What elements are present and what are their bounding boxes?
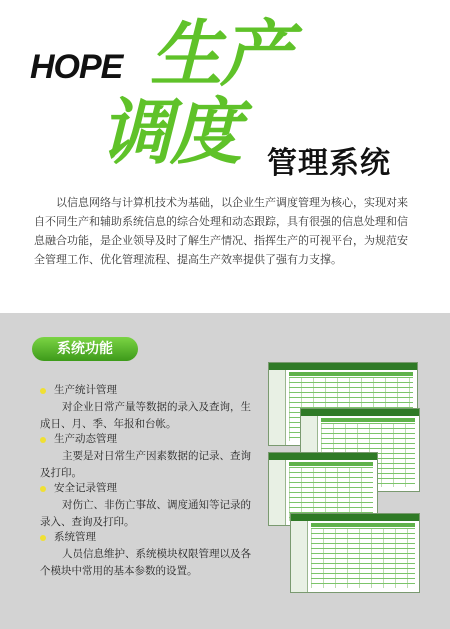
feature-item <box>40 480 255 531</box>
intro-paragraph: 以信息网络与计算机技术为基础，以企业生产调度管理为核心，实现对来自不同生产和辅助系统信息的综合处理和动态跟踪，具有很强的信息处理和信息融合功能，是企业领导及时了解生产情况、指挥生产的可视平台，为规范安全管理工作、优化管理流程、提高生产效率提供了强有力支撑。 <box>34 196 408 266</box>
feature-desc: 人员信息维护、系统模块权限管理以及各个模块中常用的基本参数的设置。 <box>40 548 251 577</box>
feature-title: 安全记录管理 <box>54 482 117 494</box>
title-suffix: 管理系统 <box>267 146 391 181</box>
feature-desc: 对伤亡、非伤亡事故、调度通知等记录的录入、查询及打印。 <box>40 499 251 528</box>
feature-item <box>40 382 255 433</box>
brand-logo: HOPE <box>30 48 123 86</box>
bullet-icon <box>40 486 46 492</box>
feature-item <box>40 529 255 580</box>
header-section <box>0 0 450 313</box>
screenshot-thumbnail <box>290 513 420 593</box>
bullet-icon <box>40 535 46 541</box>
feature-desc: 对企业日常产量等数据的录入及查询，生成日、月、季、年报和台帐。 <box>40 401 251 430</box>
bullet-icon <box>40 388 46 394</box>
feature-title: 生产动态管理 <box>54 433 117 445</box>
title-line1: 生产 <box>150 12 291 96</box>
section-title-badge: 系统功能 <box>32 337 138 361</box>
title-line2: 调度 <box>100 90 241 174</box>
feature-title: 生产统计管理 <box>54 384 117 396</box>
feature-item <box>40 431 255 482</box>
bullet-icon <box>40 437 46 443</box>
feature-title: 系统管理 <box>54 531 96 543</box>
feature-desc: 主要是对日常生产因素数据的记录、查询及打印。 <box>40 450 251 479</box>
